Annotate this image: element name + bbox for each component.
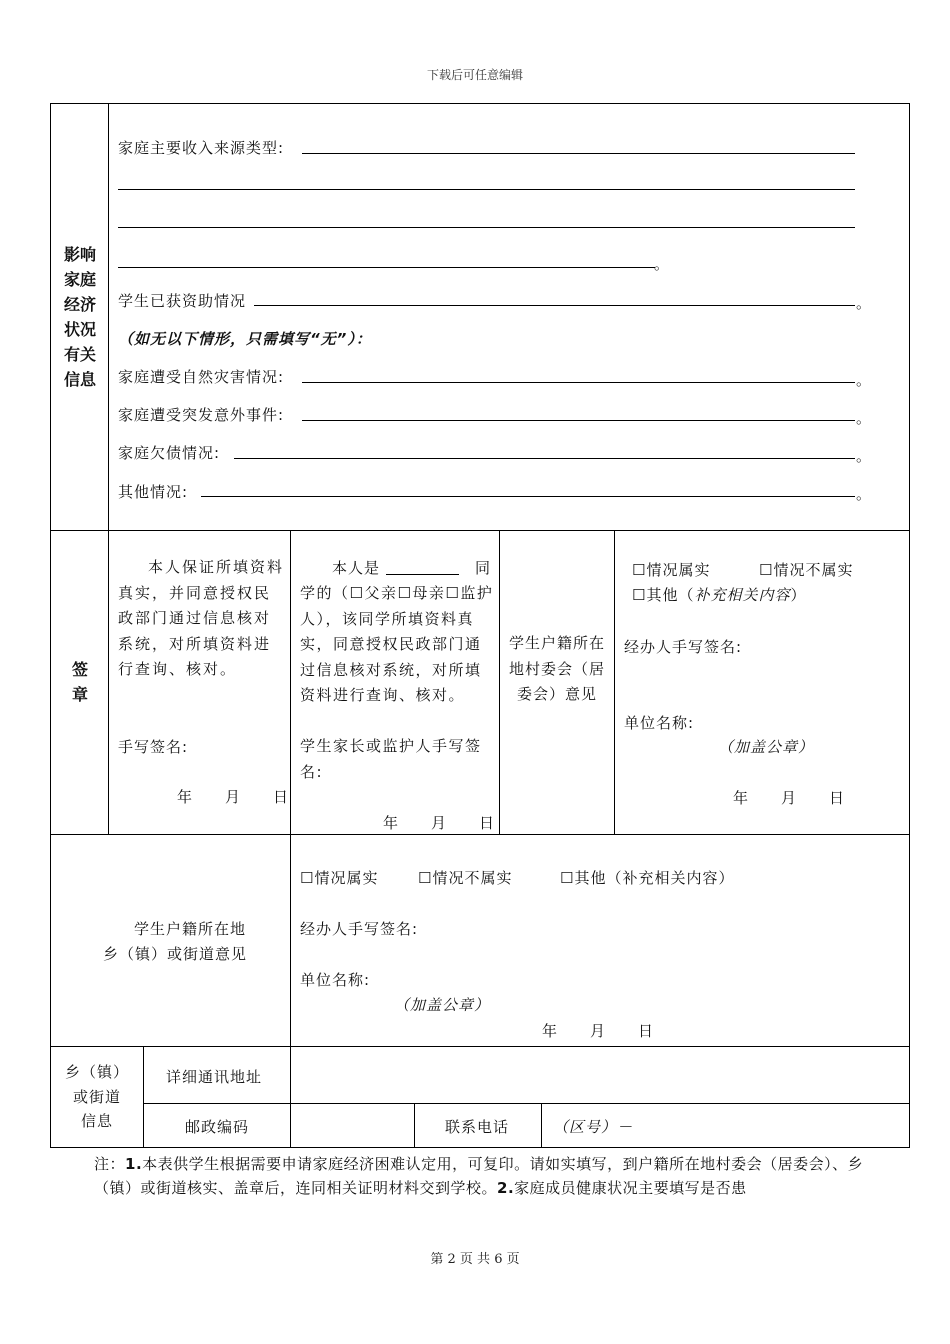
zip-code-label: 邮政编码 (185, 1118, 250, 1136)
township-unit-name-label: 单位名称: (300, 971, 371, 989)
zip-code-field[interactable] (292, 1105, 413, 1146)
township-opinion-label-line1: 学生户籍所在地 (133, 920, 246, 938)
end-mark: 。 (856, 447, 873, 465)
table-rule (541, 1103, 542, 1147)
village-agent-sign-label: 经办人手写签名: (624, 638, 743, 656)
village-date: 年 月 日 (733, 789, 846, 807)
income-source-field-line4[interactable] (118, 267, 655, 268)
village-option-untrue[interactable]: ☐情况不属实 (759, 561, 854, 579)
guardian-statement-b: 同 (475, 559, 492, 577)
accident-label: 家庭遭受突发意外事件: (118, 406, 285, 424)
village-opinion-label: 学生户籍所在地村委会（居委会）意见 (509, 634, 606, 703)
table-rule (143, 1046, 144, 1147)
table-rule (414, 1103, 415, 1147)
student-name-field[interactable] (386, 574, 459, 575)
end-mark: 。 (856, 485, 873, 503)
village-option-true[interactable]: ☐情况属实 (632, 561, 711, 579)
fill-hint: （如无以下情形，只需填写“无”）： (118, 330, 372, 348)
aid-received-label: 学生已获资助情况 (118, 292, 247, 310)
table-rule (499, 530, 500, 834)
natural-disaster-label: 家庭遭受自然灾害情况: (118, 368, 285, 386)
page-header: 下载后可任意编辑 (426, 68, 523, 82)
table-rule (290, 530, 291, 1147)
footnote-text-1: 本表供学生根据需要申请家庭经济困难认定用，可复印。请如实填写，到户籍所在地村委会（居委会）、乡（镇）或街道核实、盖章后，连同相关证明材料交到学校。 (94, 1155, 864, 1197)
income-source-label: 家庭主要收入来源类型: (118, 139, 285, 157)
township-agent-sign-label: 经办人手写签名: (300, 920, 419, 938)
township-option-other[interactable]: ☐其他（补充相关内容） (560, 869, 735, 887)
area-code-field[interactable]: （区号）－ (553, 1118, 634, 1136)
footnote-number-2: 2. (497, 1179, 515, 1197)
village-option-other-label: ☐其他（ (632, 586, 695, 604)
other-label: 其他情况: (118, 483, 189, 501)
guardian-sign-date: 年 月 日 (383, 814, 496, 832)
table-rule (143, 1103, 910, 1104)
village-option-other[interactable] (632, 584, 806, 605)
township-opinion-label-line2: 乡（镇）或街道意见 (102, 945, 247, 963)
footnote (94, 1152, 874, 1200)
signature-label: 签 章 (71, 660, 88, 704)
township-info-label: 乡（镇） 或街道 信息 (64, 1063, 129, 1130)
village-option-other-close: ） (790, 586, 807, 604)
end-mark: 。 (654, 255, 671, 273)
table-border-bottom (50, 1147, 910, 1148)
village-seal-note: （加盖公章） (718, 738, 815, 756)
address-field[interactable] (292, 1048, 908, 1102)
footnote-number-1: 1. (125, 1155, 143, 1173)
township-option-untrue[interactable]: ☐情况不属实 (418, 869, 513, 887)
table-rule (614, 530, 615, 834)
student-statement: 本人保证所填资料真实，并同意授权民政部门通过信息核对系统，对所填资料进行查询、核对。 (118, 558, 285, 678)
township-seal-note: （加盖公章） (394, 996, 491, 1014)
guardian-statement-a: 本人是 (332, 559, 381, 577)
end-mark: 。 (856, 409, 873, 427)
end-mark: 。 (856, 371, 873, 389)
other-field[interactable] (201, 496, 855, 497)
address-label: 详细通讯地址 (166, 1068, 263, 1086)
table-border-left (50, 103, 51, 1147)
footnote-text-2: 家庭成员健康状况主要填写是否患 (514, 1179, 747, 1197)
economic-info-label: 影响 家庭 经济 状况 有关 信息 (63, 245, 96, 389)
guardian-sign-label: 学生家长或监护人手写签名: (300, 737, 482, 781)
table-rule (50, 834, 910, 835)
table-border-top (50, 103, 910, 104)
guardian-statement-c: 学的（☐父亲☐母亲☐监护人），该同学所填资料真实，同意授权民政部门通过信息核对系统，对所填资料进行查询、核对。 (300, 584, 494, 704)
phone-label: 联系电话 (445, 1118, 510, 1136)
student-sign-date: 年 月 日 (177, 788, 290, 806)
page-footer: 第 2 页 共 6 页 (430, 1252, 520, 1267)
natural-disaster-field[interactable] (302, 382, 855, 383)
income-source-field-line2[interactable] (118, 189, 855, 190)
table-rule (108, 103, 109, 834)
village-unit-name-label: 单位名称: (624, 714, 695, 732)
village-option-other-hint: 补充相关内容 (694, 586, 791, 604)
debt-label: 家庭欠债情况: (118, 444, 221, 462)
table-border-right (909, 103, 910, 1147)
income-source-field[interactable] (302, 153, 855, 154)
student-sign-label: 手写签名: (118, 738, 189, 756)
township-option-true[interactable]: ☐情况属实 (300, 869, 379, 887)
table-rule (50, 1046, 910, 1047)
aid-received-field[interactable] (254, 305, 855, 306)
accident-field[interactable] (302, 420, 855, 421)
income-source-field-line3[interactable] (118, 227, 855, 228)
footnote-prefix: 注： (94, 1155, 126, 1173)
township-date: 年 月 日 (542, 1022, 655, 1040)
debt-field[interactable] (234, 458, 855, 459)
end-mark: 。 (856, 294, 873, 312)
table-rule (50, 530, 910, 531)
